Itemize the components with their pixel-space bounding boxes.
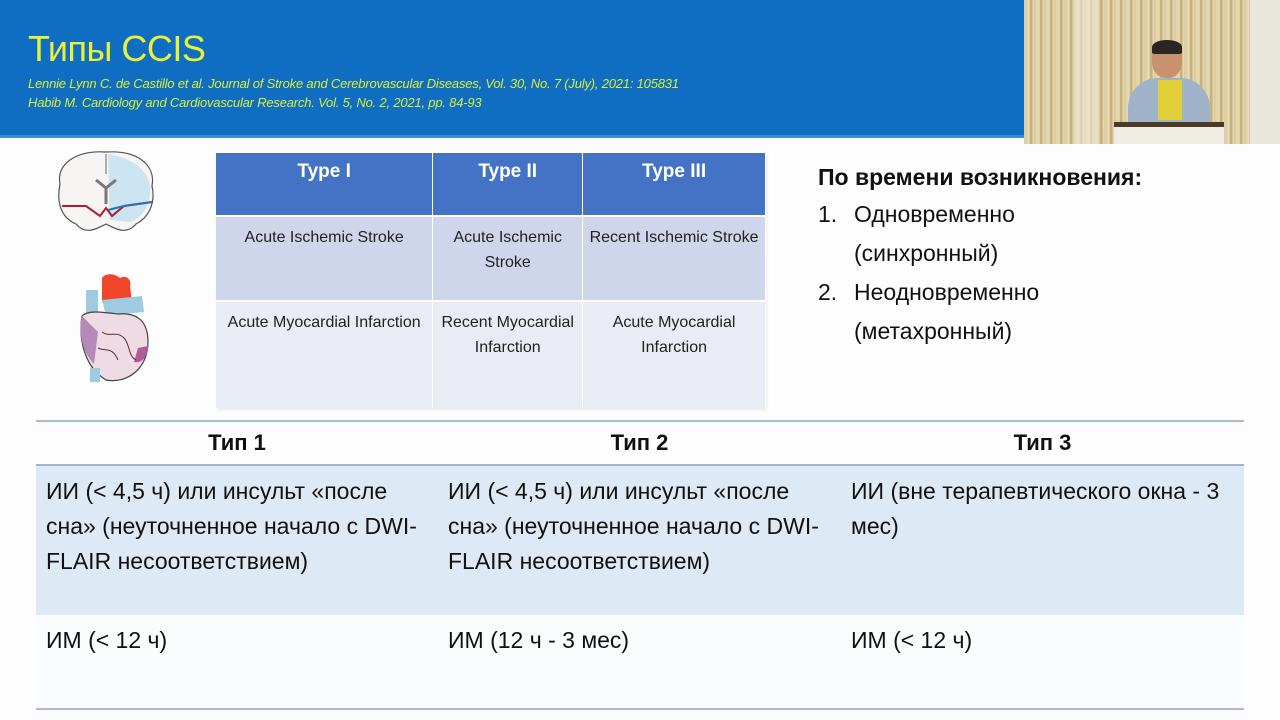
table-cell: ИИ (вне терапевтического окна - 3 мес): [841, 465, 1244, 615]
ccis-types-russian-table: [36, 420, 1244, 710]
table-row-stroke: [216, 216, 766, 301]
table-cell: Acute Ischemic Stroke: [433, 216, 583, 301]
table-cell: Acute Myocardial Infarction: [583, 301, 766, 408]
list-number: 1.: [818, 201, 838, 227]
column-header-type-2: Type II: [433, 153, 583, 216]
list-item-subtext: (синхронный): [854, 240, 999, 266]
list-number: 2.: [818, 279, 838, 305]
ccis-types-english-table: [216, 153, 766, 408]
podium: [1114, 122, 1224, 144]
list-item: [818, 273, 1142, 351]
reference-2: Habib M. Cardiology and Cardiovascular Research. Vol. 5, No. 2, 2021, pp. 84-93: [28, 95, 482, 110]
table-row-stroke: [36, 465, 1244, 615]
presenter-hair: [1152, 40, 1182, 54]
timing-heading: По времени возникновения:: [818, 164, 1143, 190]
presenter-video-feed: [1024, 0, 1280, 144]
table-cell: ИМ (< 12 ч): [841, 615, 1244, 709]
column-header-tip-1: Тип 1: [36, 421, 438, 465]
column-header-type-1: Type I: [216, 153, 433, 216]
reference-1: Lennie Lynn C. de Castillo et al. Journal of Stroke and Cerebrovascular Diseases, Vol. 30, No. 7 (July), 2021: 105831: [28, 76, 679, 91]
column-header-tip-2: Тип 2: [438, 421, 841, 465]
table-row-infarction: [36, 615, 1244, 709]
video-background-pillar: [1074, 0, 1098, 144]
table-cell: ИИ (< 4,5 ч) или инсульт «после сна» (неуточненное начало с DWI-FLAIR несоответствием): [36, 465, 438, 615]
column-header-tip-3: Тип 3: [841, 421, 1244, 465]
table-cell: Recent Ischemic Stroke: [583, 216, 766, 301]
brain-icon: [52, 144, 160, 252]
table-cell: ИМ (< 12 ч): [36, 615, 438, 709]
table-cell: Acute Ischemic Stroke: [216, 216, 433, 301]
slide-header: [0, 0, 1024, 138]
timing-classification: [818, 164, 1142, 351]
timing-list: [818, 195, 1142, 351]
table-cell: ИИ (< 4,5 ч) или инсульт «после сна» (неуточненное начало с DWI-FLAIR несоответствием): [438, 465, 841, 615]
video-background-wall: [1250, 0, 1280, 144]
table-cell: Recent Myocardial Infarction: [433, 301, 583, 408]
list-item-text: Неодновременно: [854, 279, 1040, 305]
presenter-shirt: [1158, 80, 1182, 120]
list-item-subtext: (метахронный): [854, 318, 1013, 344]
list-item: [818, 195, 1142, 273]
column-header-type-3: Type III: [583, 153, 766, 216]
slide-title: Типы CCIS: [28, 28, 206, 69]
table-cell: Acute Myocardial Infarction: [216, 301, 433, 408]
list-item-text: Одновременно: [854, 201, 1015, 227]
heart-icon: [72, 272, 152, 386]
table-row-infarction: [216, 301, 766, 408]
table-cell: ИМ (12 ч - 3 мес): [438, 615, 841, 709]
